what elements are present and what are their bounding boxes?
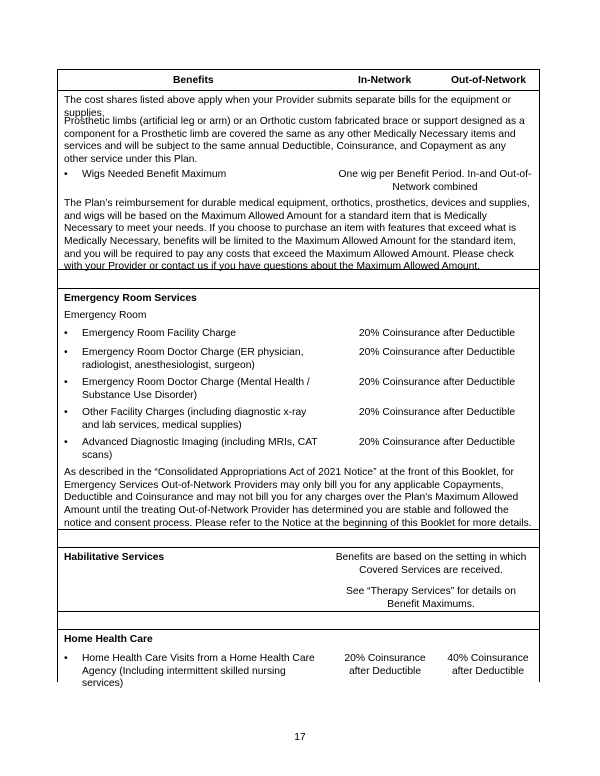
divider — [58, 269, 539, 270]
divider — [58, 529, 539, 530]
wigs-label: Wigs Needed Benefit Maximum — [82, 169, 227, 180]
bullet-icon: • — [64, 328, 68, 339]
er-item-label: Emergency Room Doctor Charge (ER physician, radiologist, anesthesiologist, surgeon) — [82, 347, 304, 371]
prosthetic-paragraph: Prosthetic limbs (artificial leg or arm) or an Orthotic custom fabricated brace or support designed as a component for a Prosthetic limb are covered the same as any other Medically Necessary items and services and will be subject to the same annual Deductible, Coinsurance, and Copayment as any other service under this Plan. — [64, 116, 525, 165]
divider — [58, 288, 539, 289]
header-benefits: Benefits — [173, 75, 214, 86]
bullet-icon: • — [64, 347, 68, 358]
bullet-icon: • — [64, 169, 68, 180]
er-section-title: Emergency Room Services — [64, 293, 197, 304]
bullet-icon: • — [64, 407, 68, 418]
er-subtitle: Emergency Room — [64, 310, 147, 321]
home-health-in-network: 20% Coinsurance after Deductible — [344, 653, 426, 677]
cost-share-note: The cost shares listed above apply when your Provider submits separate bills for the equipment or supplies. — [64, 95, 511, 119]
divider — [58, 629, 539, 630]
bullet-icon: • — [64, 377, 68, 388]
home-health-item-label: Home Health Care Visits from a Home Health Care Agency (Including intermittent skilled nursing services) — [82, 653, 315, 690]
list-item — [64, 169, 532, 193]
habilitative-title: Habilitative Services — [64, 552, 165, 563]
header-out-of-network: Out-of-Network — [451, 75, 526, 86]
divider — [58, 547, 539, 548]
bullet-icon: • — [64, 437, 68, 448]
reimbursement-paragraph: The Plan’s reimbursement for durable medical equipment, orthotics, prosthetics, devices and supplies, and wigs will be based on the Maximum Allowed Amount for a standard item that is Medically Necessary to meet your needs. If you choose to purchase an item with features that exceed what is Medically Necessary, benefits will be limited to the Maximum Allowed Amount for the standard item, and you will be required to pay any costs that exceed the Maximum Allowed Amount. Please check with your Provider or contact us if you have questions about the Maximum Allowed Amount. — [64, 198, 530, 273]
er-item-label: Emergency Room Doctor Charge (Mental Health / Substance Use Disorder) — [82, 377, 310, 401]
er-item-value: 20% Coinsurance after Deductible — [358, 377, 516, 388]
divider — [58, 611, 539, 612]
wigs-value: One wig per Benefit Period. In-and Out-of-Network combined — [338, 169, 532, 193]
er-note: As described in the “Consolidated Appropriations Act of 2021 Notice” at the front of this Booklet, for Emergency Services Out-of-Network Providers may only bill you for any applicable Copayments, Deductible and Coinsurance and may not bill you for any charges over the Plan’s Maximum Allowed Amount until the treating Out-of-Network Provider has determined you are stable and followed the notice and consent process. Please refer to the Notice at the beginning of this Booklet for more details. — [64, 467, 532, 529]
habilitative-value-therapy: See “Therapy Services” for details on Benefit Maximums. — [346, 586, 516, 610]
er-item-value: 20% Coinsurance after Deductible — [358, 437, 516, 448]
er-item-label: Emergency Room Facility Charge — [82, 328, 236, 339]
er-item-value: 20% Coinsurance after Deductible — [358, 328, 516, 339]
bullet-icon: • — [64, 653, 68, 664]
er-item-value: 20% Coinsurance after Deductible — [358, 347, 516, 358]
home-health-out-network: 40% Coinsurance after Deductible — [447, 653, 529, 677]
er-item-label: Advanced Diagnostic Imaging (including MRIs, CAT scans) — [82, 437, 318, 461]
page-number: 17 — [294, 732, 306, 743]
er-item-label: Other Facility Charges (including diagnostic x-ray and lab services, medical supplies) — [82, 407, 307, 431]
table-header — [58, 70, 539, 91]
habilitative-value-setting: Benefits are based on the setting in which Covered Services are received. — [335, 552, 527, 576]
home-health-title: Home Health Care — [64, 634, 153, 645]
er-item-value: 20% Coinsurance after Deductible — [358, 407, 516, 418]
benefits-table — [57, 69, 540, 690]
header-in-network: In-Network — [358, 75, 412, 86]
